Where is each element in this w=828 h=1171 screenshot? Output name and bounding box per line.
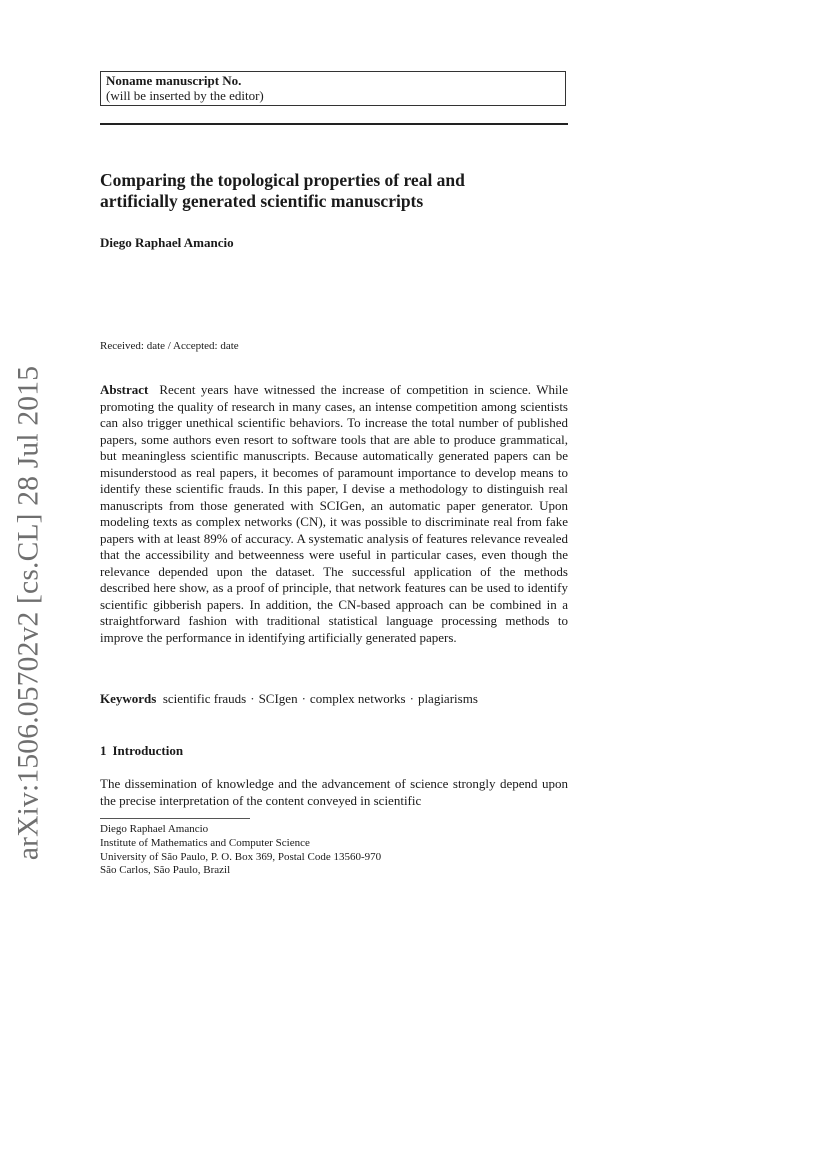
title-line-1: Comparing the topological properties of real and: [100, 170, 465, 190]
keywords-label: Keywords: [100, 691, 157, 706]
title-line-2: artificially generated scientific manuscripts: [100, 191, 424, 211]
editor-box: [100, 71, 566, 106]
arxiv-side-stamp: [0, 365, 58, 860]
author-affiliation-footnote: [100, 823, 570, 878]
editor-note: (will be inserted by the editor): [106, 88, 264, 103]
footnote-address: University of São Paulo, P. O. Box 369, Postal Code 13560-970: [100, 850, 382, 863]
section-number: 1: [100, 743, 107, 758]
section-heading: [100, 743, 183, 759]
arxiv-identifier: arXiv:1506.05702v2 [cs.CL] 28 Jul 2015: [12, 365, 45, 860]
manuscript-number-label: Noname manuscript No.: [106, 73, 242, 88]
received-accepted-dates: Received: date / Accepted: date: [100, 340, 239, 352]
keyword-separator: ·: [250, 691, 255, 706]
keyword-separator: ·: [301, 691, 306, 706]
keywords: [100, 691, 568, 707]
footnote-rule: [100, 818, 250, 819]
abstract: [100, 382, 568, 646]
abstract-label: Abstract: [100, 382, 149, 397]
keyword-separator: ·: [409, 691, 414, 706]
footnote-author-name: Diego Raphael Amancio: [100, 823, 209, 835]
abstract-text: Recent years have witnessed the increase of competition in science. While promoting the quality of research in many cases, an intense competition among scientists can also trigger unethical scientific behaviors. To increase the total number of published papers, some authors even resort to software tools that are able to produce grammatical, but meaningless scientific manuscripts. Because automatically generated papers can be misunderstood as real papers, it becomes of paramount importance to develop means to identify these scientific frauds. In this paper, I devise a methodology to distinguish real manuscripts from those generated with SCIGen, an automatic paper generator. Upon modeling texts as complex networks (CN), it was possible to discriminate real from fake papers with at least 89% of accuracy. A systematic analysis of features relevance revealed that the accessibility and betweenness were useful in particular cases, even though the relevance depended upon the dataset. The successful application of the methods described here show, as a proof of principle, that network features can be used to identify scientific gibberish papers. In addition, the CN-based approach can be combined in a straightforward fashion with traditional statistical language processing methods to improve the performance in identifying artificially generated papers.: [100, 382, 569, 645]
keyword-item: scientific frauds: [162, 691, 247, 706]
introduction-text: The dissemination of knowledge and the advancement of science strongly depend upon the precise interpretation of the content conveyed in scientific: [100, 776, 568, 808]
keyword-item: complex networks: [309, 691, 406, 706]
author-name: Diego Raphael Amancio: [100, 235, 234, 250]
header-rule: [100, 123, 568, 125]
keyword-item: plagiarisms: [417, 691, 478, 706]
footnote-city: São Carlos, São Paulo, Brazil: [100, 864, 231, 877]
keyword-item: SCIgen: [258, 691, 298, 706]
section-title: Introduction: [112, 743, 184, 758]
paper-title: [100, 170, 580, 212]
footnote-institute: Institute of Mathematics and Computer Science: [100, 836, 310, 849]
